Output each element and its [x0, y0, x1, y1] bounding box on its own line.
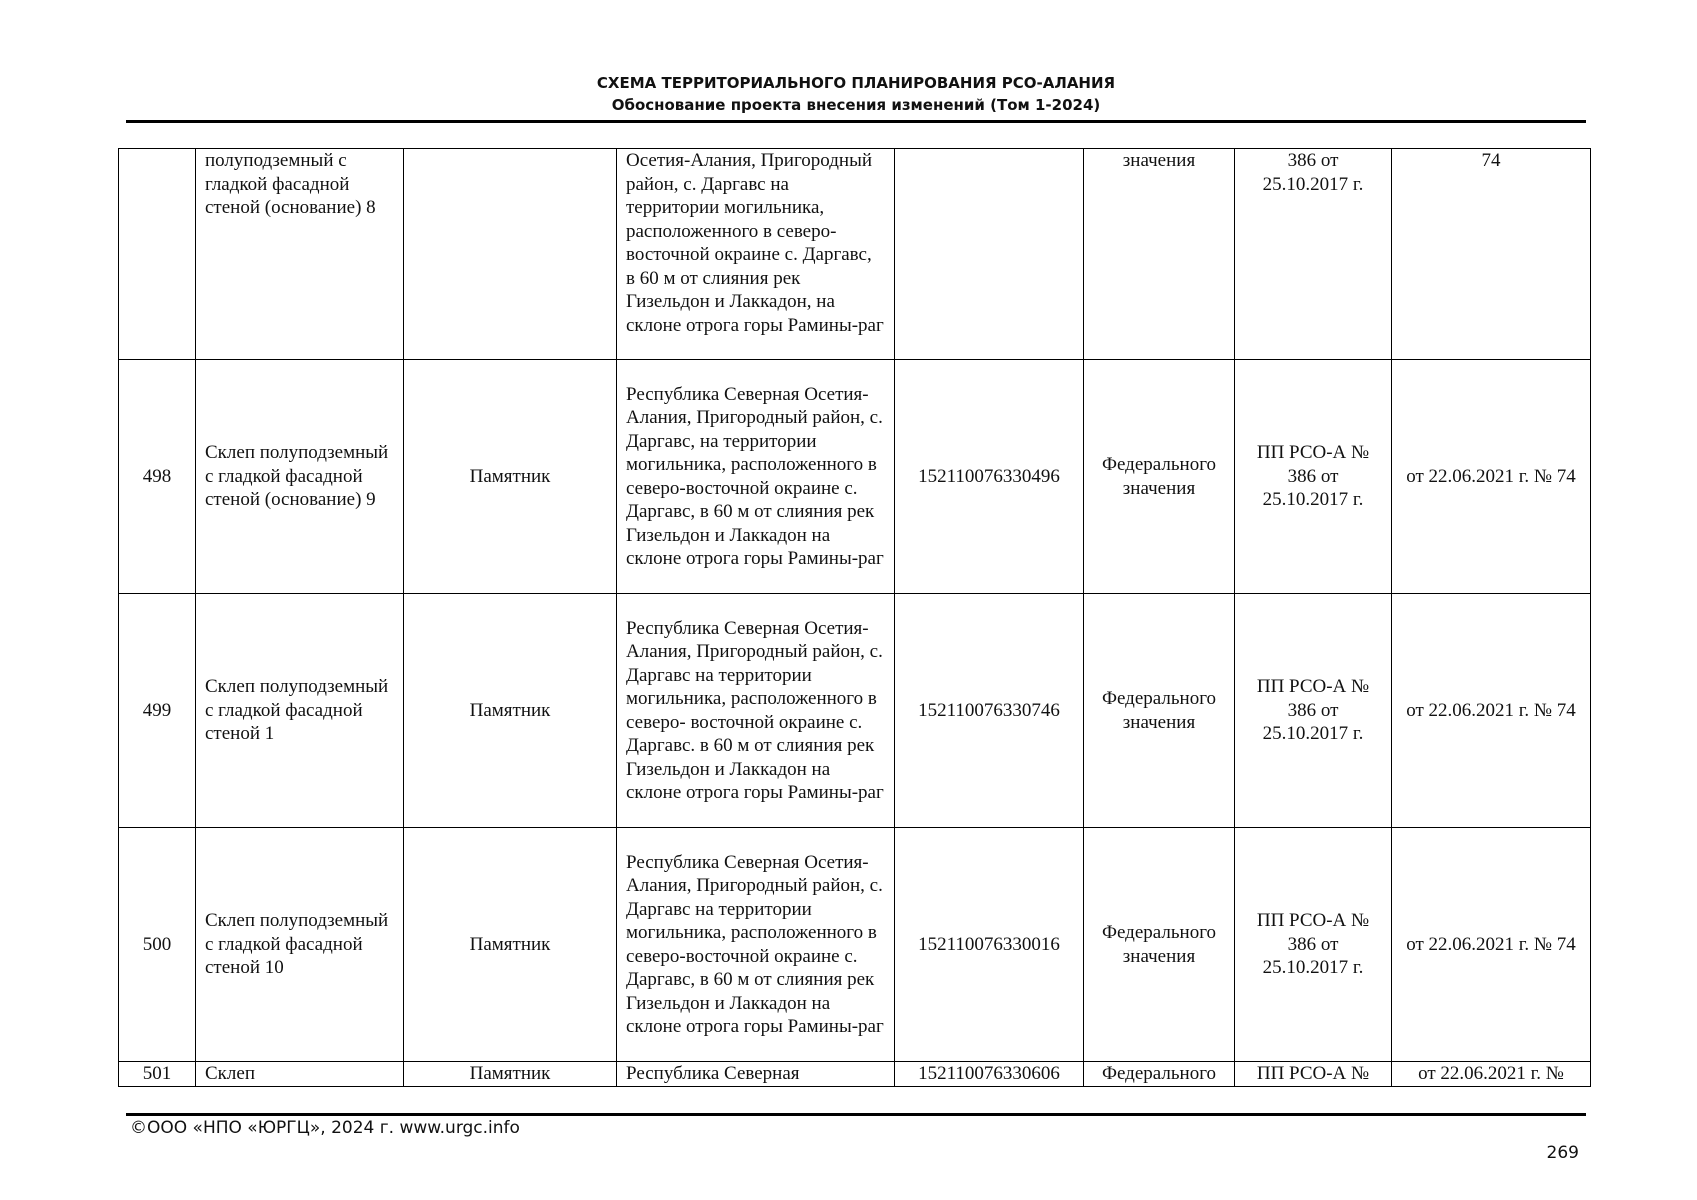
table-row: [119, 1062, 1591, 1087]
table-row: [119, 360, 1591, 594]
cell-document: ПП РСО-А № 386 от 25.10.2017 г.: [1235, 594, 1392, 828]
footer-copyright: ©ООО «НПО «ЮРГЦ», 2024 г. www.urgc.info: [130, 1118, 520, 1138]
cell-date: от 22.06.2021 г. № 74: [1392, 828, 1591, 1062]
cell-number: [119, 149, 196, 360]
cell-name: полуподземный с гладкой фасадной стеной (основание) 8: [196, 149, 404, 360]
cell-number: 501: [119, 1062, 196, 1087]
cell-category: Федерального значения: [1084, 828, 1235, 1062]
cell-document: 386 от 25.10.2017 г.: [1235, 149, 1392, 360]
table-row: [119, 594, 1591, 828]
cell-reg-number: 152110076330496: [895, 360, 1084, 594]
cell-date: от 22.06.2021 г. №: [1392, 1062, 1591, 1087]
cell-reg-number: 152110076330016: [895, 828, 1084, 1062]
cell-date: от 22.06.2021 г. № 74: [1392, 360, 1591, 594]
cell-reg-number: [895, 149, 1084, 360]
table-row: [119, 828, 1591, 1062]
cell-number: 499: [119, 594, 196, 828]
monuments-table: [118, 148, 1591, 1087]
cell-name: Склеп полуподземный с гладкой фасадной стеной 10: [196, 828, 404, 1062]
cell-name: Склеп полуподземный с гладкой фасадной стеной 1: [196, 594, 404, 828]
cell-address: Республика Северная Осетия-Алания, Пригородный район, с. Даргавс на территории могильника, расположенного в северо- восточной окраине с. Даргавс. в 60 м от слияния рек Гизельдон и Лаккадон на склоне отрога горы Рамины-раг: [617, 594, 895, 828]
cell-name: Склеп полуподземный с гладкой фасадной стеной (основание) 9: [196, 360, 404, 594]
document-header: [126, 72, 1586, 116]
cell-date: 74: [1392, 149, 1591, 360]
cell-type: Памятник: [404, 360, 617, 594]
footer-rule: [126, 1113, 1586, 1116]
page-number: 269: [1546, 1143, 1579, 1163]
cell-reg-number: 152110076330746: [895, 594, 1084, 828]
document-title: СХЕМА ТЕРРИТОРИАЛЬНОГО ПЛАНИРОВАНИЯ РСО-АЛАНИЯ: [596, 74, 1116, 92]
table-row: [119, 149, 1591, 360]
cell-number: 498: [119, 360, 196, 594]
cell-type: Памятник: [404, 1062, 617, 1087]
cell-type: [404, 149, 617, 360]
cell-document: ПП РСО-А №: [1235, 1062, 1392, 1087]
cell-category: значения: [1084, 149, 1235, 360]
cell-type: Памятник: [404, 594, 617, 828]
cell-date: от 22.06.2021 г. № 74: [1392, 594, 1591, 828]
cell-category: Федерального значения: [1084, 360, 1235, 594]
cell-address: Республика Северная Осетия-Алания, Пригородный район, с. Даргавс, на территории могильника, расположенного в северо-восточной окраине с. Даргавс, в 60 м от слияния рек Гизельдон и Лаккадон на склоне отрога горы Рамины-раг: [617, 360, 895, 594]
cell-address: Республика Северная: [617, 1062, 895, 1087]
cell-category: Федерального значения: [1084, 594, 1235, 828]
cell-address: Республика Северная Осетия-Алания, Пригородный район, с. Даргавс на территории могильника, расположенного в северо-восточной окраине с. Даргавс, в 60 м от слияния рек Гизельдон и Лаккадон на склоне отрога горы Рамины-раг: [617, 828, 895, 1062]
document-subtitle: Обоснование проекта внесения изменений (Том 1-2024): [611, 96, 1101, 114]
cell-type: Памятник: [404, 828, 617, 1062]
cell-category: Федерального: [1084, 1062, 1235, 1087]
cell-name: Склеп: [196, 1062, 404, 1087]
cell-reg-number: 152110076330606: [895, 1062, 1084, 1087]
cell-number: 500: [119, 828, 196, 1062]
cell-document: ПП РСО-А № 386 от 25.10.2017 г.: [1235, 360, 1392, 594]
header-rule: [126, 120, 1586, 123]
cell-address: Осетия-Алания, Пригородный район, с. Даргавс на территории могильника, расположенного в северо-восточной окраине с. Даргавс, в 60 м от слияния рек Гизельдон и Лаккадон, на склоне отрога горы Рамины-раг: [617, 149, 895, 360]
cell-document: ПП РСО-А № 386 от 25.10.2017 г.: [1235, 828, 1392, 1062]
